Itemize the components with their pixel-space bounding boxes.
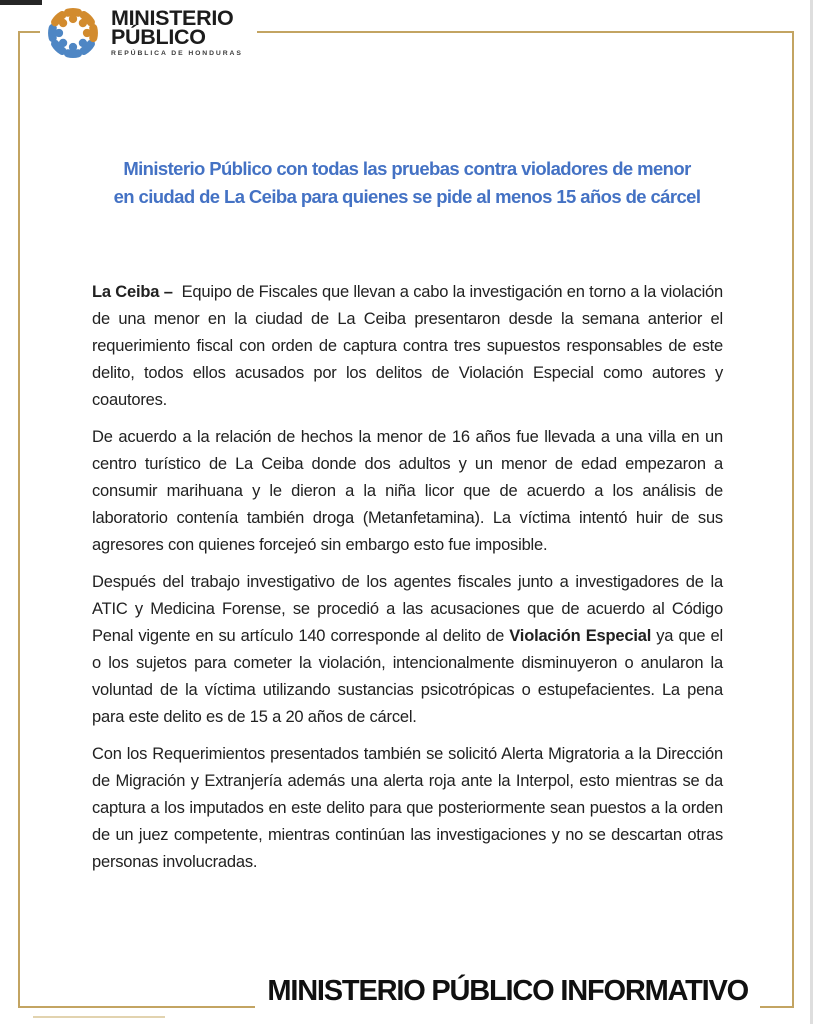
- scan-artifact-top-left: [0, 0, 42, 5]
- footer-banner: [255, 975, 760, 1008]
- headline: [0, 155, 814, 211]
- page-edge-shadow: [810, 0, 813, 1024]
- paragraph-4-text: Con los Requerimientos presentados también se solicitó Alerta Migratoria a la Dirección de Migración y Extranjería además una alerta roja ante la Interpol, esto mientras se da captura a los imputados en este delito para que posteriormente sean puestos a la orden de un juez competente, mientras continúan las investigaciones y no se descartan otras personas involucradas.: [92, 745, 723, 871]
- headline-line-1: Ministerio Público con todas las pruebas contra violadores de menor: [123, 158, 691, 179]
- letterhead-text: [111, 2, 243, 57]
- paragraph-3: [92, 569, 723, 731]
- paragraph-3-pre: Después del trabajo investigativo de los agentes fiscales junto a investigadores de la ATIC y Medicina Forense, se procedió a las acusaciones que de acuerdo al Código Penal vigente en su artículo 140 corresponde al delito de: [92, 573, 723, 645]
- paragraph-1-lead: La Ceiba –: [92, 283, 173, 301]
- logo-name-line2: PÚBLICO: [111, 24, 206, 49]
- paragraph-1-text: Equipo de Fiscales que llevan a cabo la investigación en torno a la violación de una menor en la ciudad de La Ceiba presentaron desde la semana anterior el requerimiento fiscal con orden de captura contra tres supuestos responsables de este delito, todos ellos acusados por los delitos de Violación Especial como autores y coautores.: [92, 283, 723, 409]
- ministerio-publico-logo-icon: [44, 2, 102, 64]
- paragraph-4: [92, 741, 723, 876]
- article-body: [92, 279, 723, 886]
- logo-subtitle: REPÚBLICA DE HONDURAS: [111, 50, 243, 57]
- paragraph-2: [92, 424, 723, 559]
- paragraph-3-bold: Violación Especial: [509, 627, 652, 645]
- paragraph-1: [92, 279, 723, 414]
- letterhead: [40, 0, 257, 70]
- paragraph-2-text: De acuerdo a la relación de hechos la menor de 16 años fue llevada a una villa en un centro turístico de La Ceiba donde dos adultos y un menor de edad empezaron a consumir marihuana y le dieron a la niña licor que de acuerdo a los análisis de laboratorio contenía también droga (Metanfetamina). La víctima intentó huir de sus agresores con quienes forcejeó sin embargo esto fue imposible.: [92, 428, 723, 554]
- footer-banner-text: MINISTERIO PÚBLICO INFORMATIVO: [267, 975, 748, 1007]
- scan-artifact-bottom-left: [33, 1016, 165, 1018]
- headline-line-2: en ciudad de La Ceiba para quienes se pide al menos 15 años de cárcel: [113, 186, 701, 207]
- logo-name-line1: MINISTERIO: [111, 6, 234, 30]
- paragraph-3-post: ya que el o los sujetos para cometer la violación, intencionalmente disminuyeron o anularon la voluntad de la víctima utilizando sustancias psicotrópicas o estupefacientes. La pena para este delito es de 15 a 20 años de cárcel.: [92, 627, 723, 726]
